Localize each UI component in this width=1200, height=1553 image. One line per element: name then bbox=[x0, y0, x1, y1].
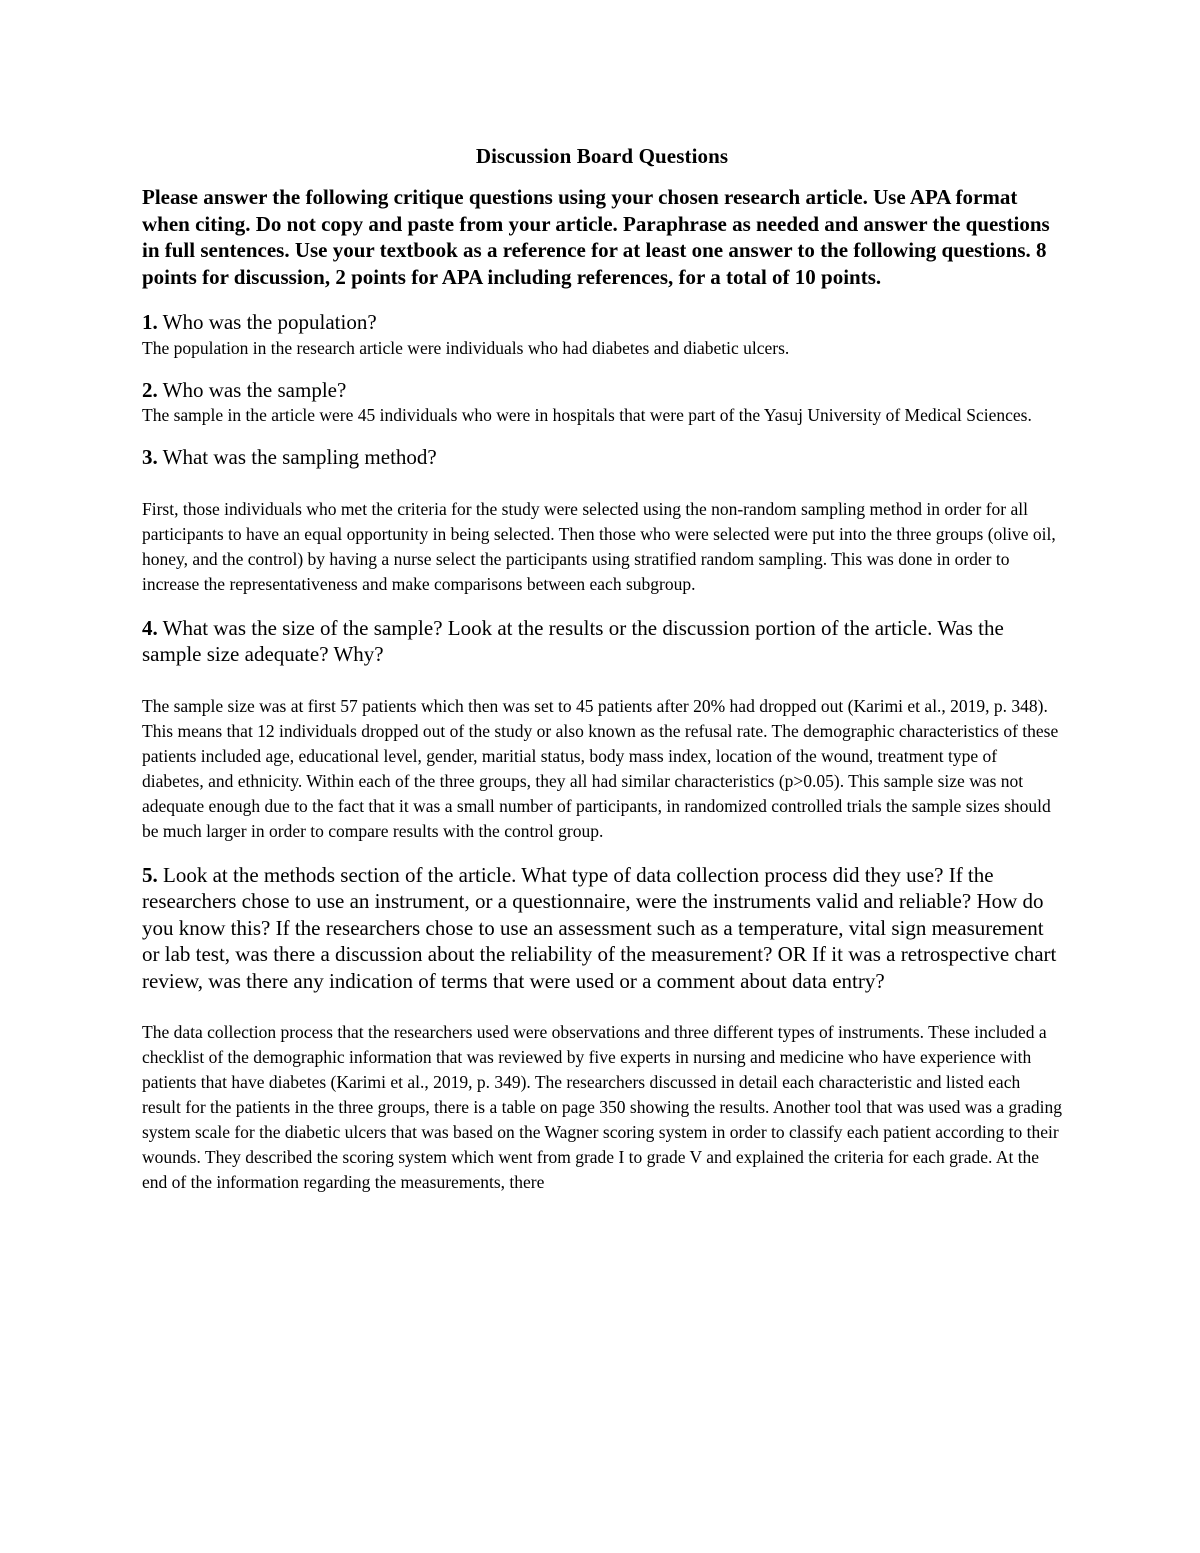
question-number: 2. bbox=[142, 377, 158, 402]
question-number: 4. bbox=[142, 615, 158, 640]
question-section-5 bbox=[142, 862, 1062, 1196]
question-text: Look at the methods section of the article. What type of data collection process did they use? If the researchers chose to use an instrument, or a questionnaire, were the instruments valid and reliable? How do you know this? If the researchers chose to use an assessment such as a temperature, vital sign measurement or lab test, was there a discussion about the reliability of the measurement? OR If it was a retrospective chart review, was there any indication of terms that were used or a comment about data entry? bbox=[142, 862, 1057, 993]
question-text: What was the sampling method? bbox=[157, 445, 437, 469]
instructions-paragraph: Please answer the following critique questions using your chosen research article. Use APA format when citing. Do not copy and paste from your article. Paraphrase as needed and answer the questions in full sentences. Use your textbook as a reference for at least one answer to the following questions. 8 points for discussion, 2 points for APA including references, for a total of 10 points. bbox=[142, 185, 1050, 289]
question-section-3 bbox=[142, 444, 1062, 597]
document-content bbox=[142, 140, 1062, 1195]
question-number: 3. bbox=[142, 445, 158, 469]
question-text: Who was the sample? bbox=[157, 377, 347, 402]
question-number: 1. bbox=[142, 310, 158, 334]
answer-3: First, those individuals who met the criteria for the study were selected using the non-random sampling method in order for all participants to have an equal opportunity in being selected. Then those who were selected were put into the three groups (olive oil, honey, and the control) by having a nurse select the participants using stratified random sampling. This was done in order to increase the representativeness and make comparisons between each subgroup. bbox=[142, 498, 1056, 594]
answer-2: The sample in the article were 45 individuals who were in hospitals that were part of the Yasuj University of Medical Sciences. bbox=[142, 405, 1032, 425]
answer-1: The population in the research article were individuals who had diabetes and diabetic ulcers. bbox=[142, 337, 790, 358]
page-title: Discussion Board Questions bbox=[475, 144, 729, 168]
answer-4: The sample size was at first 57 patients which then was set to 45 patients after 20% had dropped out (Karimi et al., 2019, p. 348). This means that 12 individuals dropped out of the study or also known as the refusal rate. The demographic characteristics of these patients included age, educational level, gender, maritial status, body mass index, location of the wound, treatment type of diabetes, and ethnicity. Within each of the three groups, they all had similar characteristics (p>0.05). This sample size was not adequate enough due to the fact that it was a small number of participants, in randomized controlled trials the sample sizes should be much larger in order to compare results with the control group. bbox=[142, 695, 1059, 841]
question-1 bbox=[142, 309, 1062, 336]
question-5 bbox=[142, 862, 1062, 995]
question-section-2 bbox=[142, 377, 1062, 429]
question-3 bbox=[142, 444, 1062, 471]
question-2 bbox=[142, 377, 1062, 404]
answer-5: The data collection process that the researchers used were observations and three different types of instruments. These included a checklist of the demographic information that was reviewed by five experts in nursing and medicine who have experience with patients that have diabetes (Karimi et al., 2019, p. 349). The researchers discussed in detail each characteristic and listed each result for the patients in the three groups, there is a table on page 350 showing the results. Another tool that was used was a grading system scale for the diabetic ulcers that was based on the Wagner scoring system in order to classify each patient according to their wounds. They described the scoring system which went from grade I to grade V and explained the criteria for each grade. At the end of the information regarding the measurements, there bbox=[142, 1022, 1062, 1192]
question-number: 5. bbox=[142, 862, 158, 887]
question-section-4 bbox=[142, 615, 1062, 844]
question-text: What was the size of the sample? Look at the results or the discussion portion of the article. Was the sample size adequate? Why? bbox=[142, 615, 1004, 666]
question-text: Who was the population? bbox=[157, 310, 377, 334]
question-section-1 bbox=[142, 309, 1062, 361]
question-4 bbox=[142, 615, 1062, 668]
